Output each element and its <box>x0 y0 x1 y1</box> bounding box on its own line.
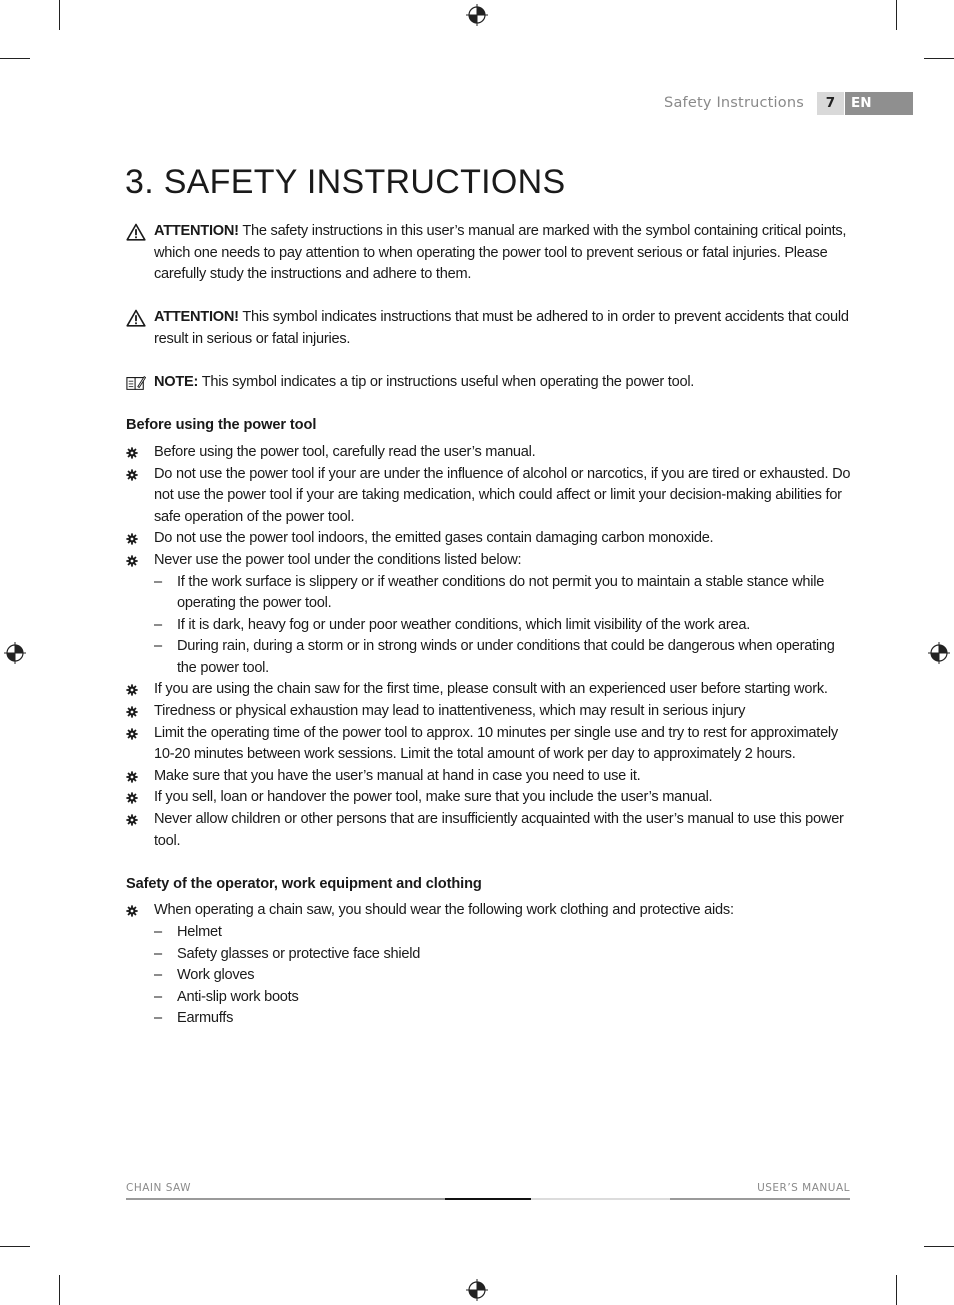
warning-triangle-icon <box>126 309 146 327</box>
sub-list <box>126 922 856 1030</box>
sub-list-item <box>154 987 856 1009</box>
gear-bullet-icon <box>126 555 138 567</box>
notice-label: NOTE: <box>154 374 199 391</box>
notice-label: ATTENTION! <box>154 309 239 326</box>
warning-triangle-icon <box>126 223 146 241</box>
crop-mark <box>0 1246 30 1247</box>
gear-bullet-icon <box>126 728 138 740</box>
language-code: EN <box>845 92 913 115</box>
crop-mark <box>896 0 897 30</box>
page-number: 7 <box>817 92 844 115</box>
bullet-list <box>126 442 856 852</box>
notice-text: This symbol indicates instructions that must be adhered to in order to prevent accidents that could result in serious or fatal injuries. <box>154 309 849 347</box>
list-item-text: Do not use the power tool indoors, the emitted gases contain damaging carbon monoxide. <box>154 530 714 547</box>
list-item <box>126 766 856 788</box>
list-item <box>126 701 856 723</box>
list-item-text: If you sell, loan or handover the power tool, make sure that you include the user’s manual. <box>154 789 713 806</box>
list-item-text: Never allow children or other persons that are insufficiently acquainted with the user’s manual to use this power tool. <box>154 811 844 849</box>
gear-bullet-icon <box>126 706 138 718</box>
dash-marker: – <box>154 573 162 590</box>
sub-list-item-text: Work gloves <box>177 967 255 984</box>
bullet-list <box>126 900 856 1030</box>
list-item-text: Make sure that you have the user’s manual at hand in case you need to use it. <box>154 767 641 784</box>
note-notice <box>126 372 856 394</box>
footer-rule <box>445 1198 531 1200</box>
sub-list-item <box>154 615 856 637</box>
sub-list-item-text: If it is dark, heavy fog or under poor weather conditions, which limit visibility of the work area. <box>177 616 751 633</box>
list-item-text: Do not use the power tool if your are under the influence of alcohol or narcotics, if you are tired or exhausted. Do not use the power tool if your are taking medication, which could affect or limit your decision-making abilities for safe operation of the power tool. <box>154 465 851 525</box>
crop-mark <box>924 58 954 59</box>
gear-bullet-icon <box>126 533 138 545</box>
crop-mark <box>59 1275 60 1305</box>
list-item-text: When operating a chain saw, you should wear the following work clothing and protective aids: <box>154 902 734 919</box>
page-tab <box>817 92 913 115</box>
registration-mark-icon <box>4 642 26 664</box>
gear-bullet-icon <box>126 792 138 804</box>
sub-list-item-text: Helmet <box>177 924 222 940</box>
list-item <box>126 550 856 680</box>
list-item <box>126 679 856 701</box>
footer-left: CHAIN SAW <box>126 1182 192 1194</box>
gear-bullet-icon <box>126 469 138 481</box>
list-item <box>126 442 856 464</box>
sub-list-item <box>154 965 856 987</box>
spacer <box>126 852 856 874</box>
dash-marker: – <box>154 988 162 1005</box>
gear-bullet-icon <box>126 684 138 696</box>
crop-mark <box>59 0 60 30</box>
gear-bullet-icon <box>126 905 138 917</box>
registration-mark-icon <box>466 1279 488 1301</box>
list-item-text: Never use the power tool under the conditions listed below: <box>154 551 522 568</box>
sub-list-item <box>154 636 856 679</box>
dash-marker: – <box>154 616 162 633</box>
attention-notice <box>126 307 856 350</box>
sub-list-item-text: During rain, during a storm or in strong winds or under conditions that could be dangerous when operating the power tool. <box>177 638 835 676</box>
sub-list <box>154 572 856 680</box>
notice-text: The safety instructions in this user’s manual are marked with the symbol containing critical points, which one needs to pay attention to when operating the power tool to prevent serious or fatal injuries. Please carefully study the instructions and adhere to them. <box>154 223 847 283</box>
footer-right: USER’S MANUAL <box>757 1182 850 1194</box>
list-item <box>126 464 856 529</box>
dash-marker: – <box>154 924 162 940</box>
running-header-section: Safety Instructions <box>664 95 804 111</box>
crop-mark <box>0 58 30 59</box>
crop-mark <box>924 1246 954 1247</box>
crop-mark <box>896 1275 897 1305</box>
list-item-text: Limit the operating time of the power tool to approx. 10 minutes per single use and try to rest for approximately 10-20 minutes between work sessions. Limit the total amount of work per day to approximately 2 hours. <box>154 724 838 763</box>
dash-marker: – <box>154 1010 162 1027</box>
footer-rule <box>126 1198 445 1200</box>
gear-bullet-icon <box>126 814 138 826</box>
sub-list-item-text: If the work surface is slippery or if weather conditions do not permit you to maintain a stable stance while operating the power tool. <box>177 573 825 612</box>
sub-list-item-text: Safety glasses or protective face shield <box>177 945 421 962</box>
gear-bullet-icon <box>126 771 138 783</box>
attention-notice <box>126 221 856 286</box>
sub-list-item-text: Anti-slip work boots <box>177 988 299 1005</box>
dash-marker: – <box>154 638 162 655</box>
list-item <box>126 723 856 766</box>
sub-list-item <box>154 1008 856 1030</box>
section-heading: Before using the power tool <box>126 417 317 434</box>
sub-list-item <box>154 572 856 615</box>
sub-list-item <box>154 922 856 944</box>
notice-label: ATTENTION! <box>154 223 239 239</box>
list-item <box>126 900 856 1030</box>
page-title: 3. SAFETY INSTRUCTIONS <box>125 163 566 201</box>
sub-list-item-text: Earmuffs <box>177 1010 234 1027</box>
dash-marker: – <box>154 967 162 984</box>
section-heading: Safety of the operator, work equipment and clothing <box>126 875 482 892</box>
sub-list-item <box>154 944 856 966</box>
footer-rule <box>670 1198 850 1200</box>
main-content <box>126 221 856 1030</box>
list-item <box>126 787 856 809</box>
notice-text: This symbol indicates a tip or instructions useful when operating the power tool. <box>198 374 695 391</box>
list-item-text: Tiredness or physical exhaustion may lead to inattentiveness, which may result in serious injury <box>154 703 746 720</box>
list-item-text: Before using the power tool, carefully read the user’s manual. <box>154 443 536 460</box>
note-book-icon <box>126 374 146 392</box>
gear-bullet-icon <box>126 447 138 459</box>
list-item <box>126 809 856 852</box>
list-item <box>126 528 856 550</box>
list-item-text: If you are using the chain saw for the first time, please consult with an experienced user before starting work. <box>154 681 828 698</box>
registration-mark-icon <box>466 4 488 26</box>
registration-mark-icon <box>928 642 950 664</box>
footer-rule <box>531 1198 670 1200</box>
dash-marker: – <box>154 945 162 962</box>
